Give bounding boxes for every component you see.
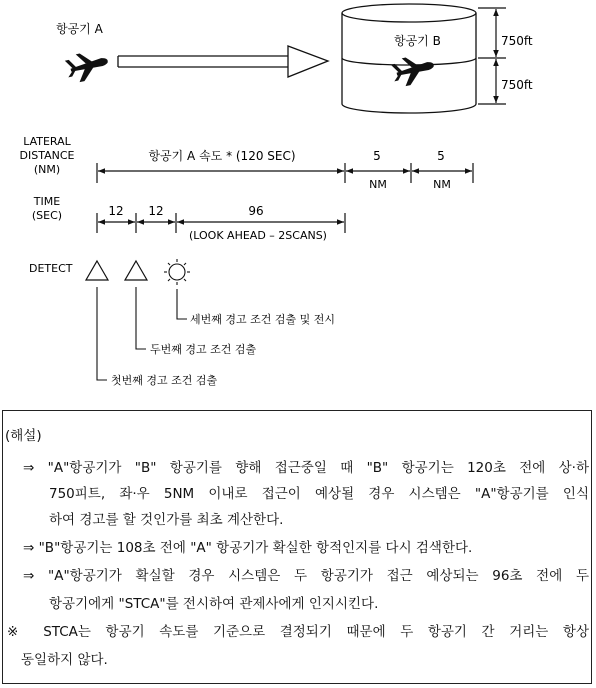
nm-unit-1: NM: [369, 178, 387, 191]
vertical-lower-label: 750ft: [501, 78, 533, 92]
aircraft-b-label: 항공기 B: [394, 34, 441, 48]
detect-alert-sun-icon: [164, 259, 190, 285]
nm-unit-2: NM: [433, 178, 451, 191]
aircraft-a-icon: [64, 48, 111, 84]
detect-first-text: 첫번째 경고 조건 검출: [111, 374, 218, 387]
detect-triangle-icon-2: [125, 261, 147, 280]
approach-arrow: [118, 46, 328, 77]
explanation-box: [2, 410, 592, 684]
lateral-dimension: [97, 163, 473, 183]
aircraft-b-icon: [390, 52, 437, 88]
lateral-label-line2: DISTANCE: [19, 149, 75, 162]
lateral-label-line3: (NM): [33, 163, 61, 176]
explanation-p1-line1: ⇒ "A"항공기가 "B" 항공기를 향해 접근중일 때 "B" 항공기는 120초 전에 상·하: [23, 460, 589, 476]
detect-label: DETECT: [29, 262, 73, 275]
aircraft-a-label: 항공기 A: [56, 22, 103, 36]
nm-value-1: 5: [373, 149, 381, 163]
explanation-p1-line3: 하여 경고를 할 것인가를 최초 계산한다.: [49, 512, 284, 528]
nm-value-2: 5: [437, 149, 445, 163]
time-label: [32, 195, 62, 222]
detect-triangle-icon-1: [86, 261, 108, 280]
detect-second-text: 두번째 경고 조건 검출: [150, 343, 257, 356]
detect-leader-lines: [97, 287, 187, 380]
lateral-label: [20, 135, 75, 176]
lateral-span-label: 항공기 A 속도 * (120 SEC): [148, 149, 296, 163]
explanation-p2-line1: ⇒ "B"항공기는 108초 전에 "A" 항공기가 확실한 항적인지를 다시 검색한다.: [23, 540, 473, 556]
explanation-note-line2: 동일하지 않다.: [21, 652, 108, 668]
time-label-line2: (SEC): [31, 209, 63, 222]
explanation-p1-line2: 750피트, 좌·우 5NM 이내로 접근이 예상될 경우 시스템은 "A"항공기를 인식: [49, 486, 589, 502]
time-seg-3: 96: [248, 204, 264, 218]
lateral-label-line1: LATERAL: [23, 135, 71, 148]
protection-cylinder: [342, 4, 476, 113]
explanation-note-line1: ※ STCA는 항공기 속도를 기준으로 결정되기 때문에 두 항공기 간 거리는 항상: [7, 624, 589, 640]
time-label-line1: TIME: [33, 195, 61, 208]
explanation-p3-line2: 항공기에게 "STCA"를 전시하여 관제사에게 인지시킨다.: [49, 596, 379, 612]
explanation-heading: (해설): [5, 428, 42, 444]
look-ahead-label: (LOOK AHEAD – 2SCANS): [189, 229, 327, 242]
explanation-p3-line1: ⇒ "A"항공기가 확실할 경우 시스템은 두 항공기가 접근 예상되는 96초 전에 두: [23, 568, 589, 584]
vertical-upper-label: 750ft: [501, 34, 533, 48]
time-seg-1: 12: [108, 204, 124, 218]
time-seg-2: 12: [148, 204, 164, 218]
detect-third-text: 세번째 경고 조건 검출 및 전시: [190, 313, 335, 326]
